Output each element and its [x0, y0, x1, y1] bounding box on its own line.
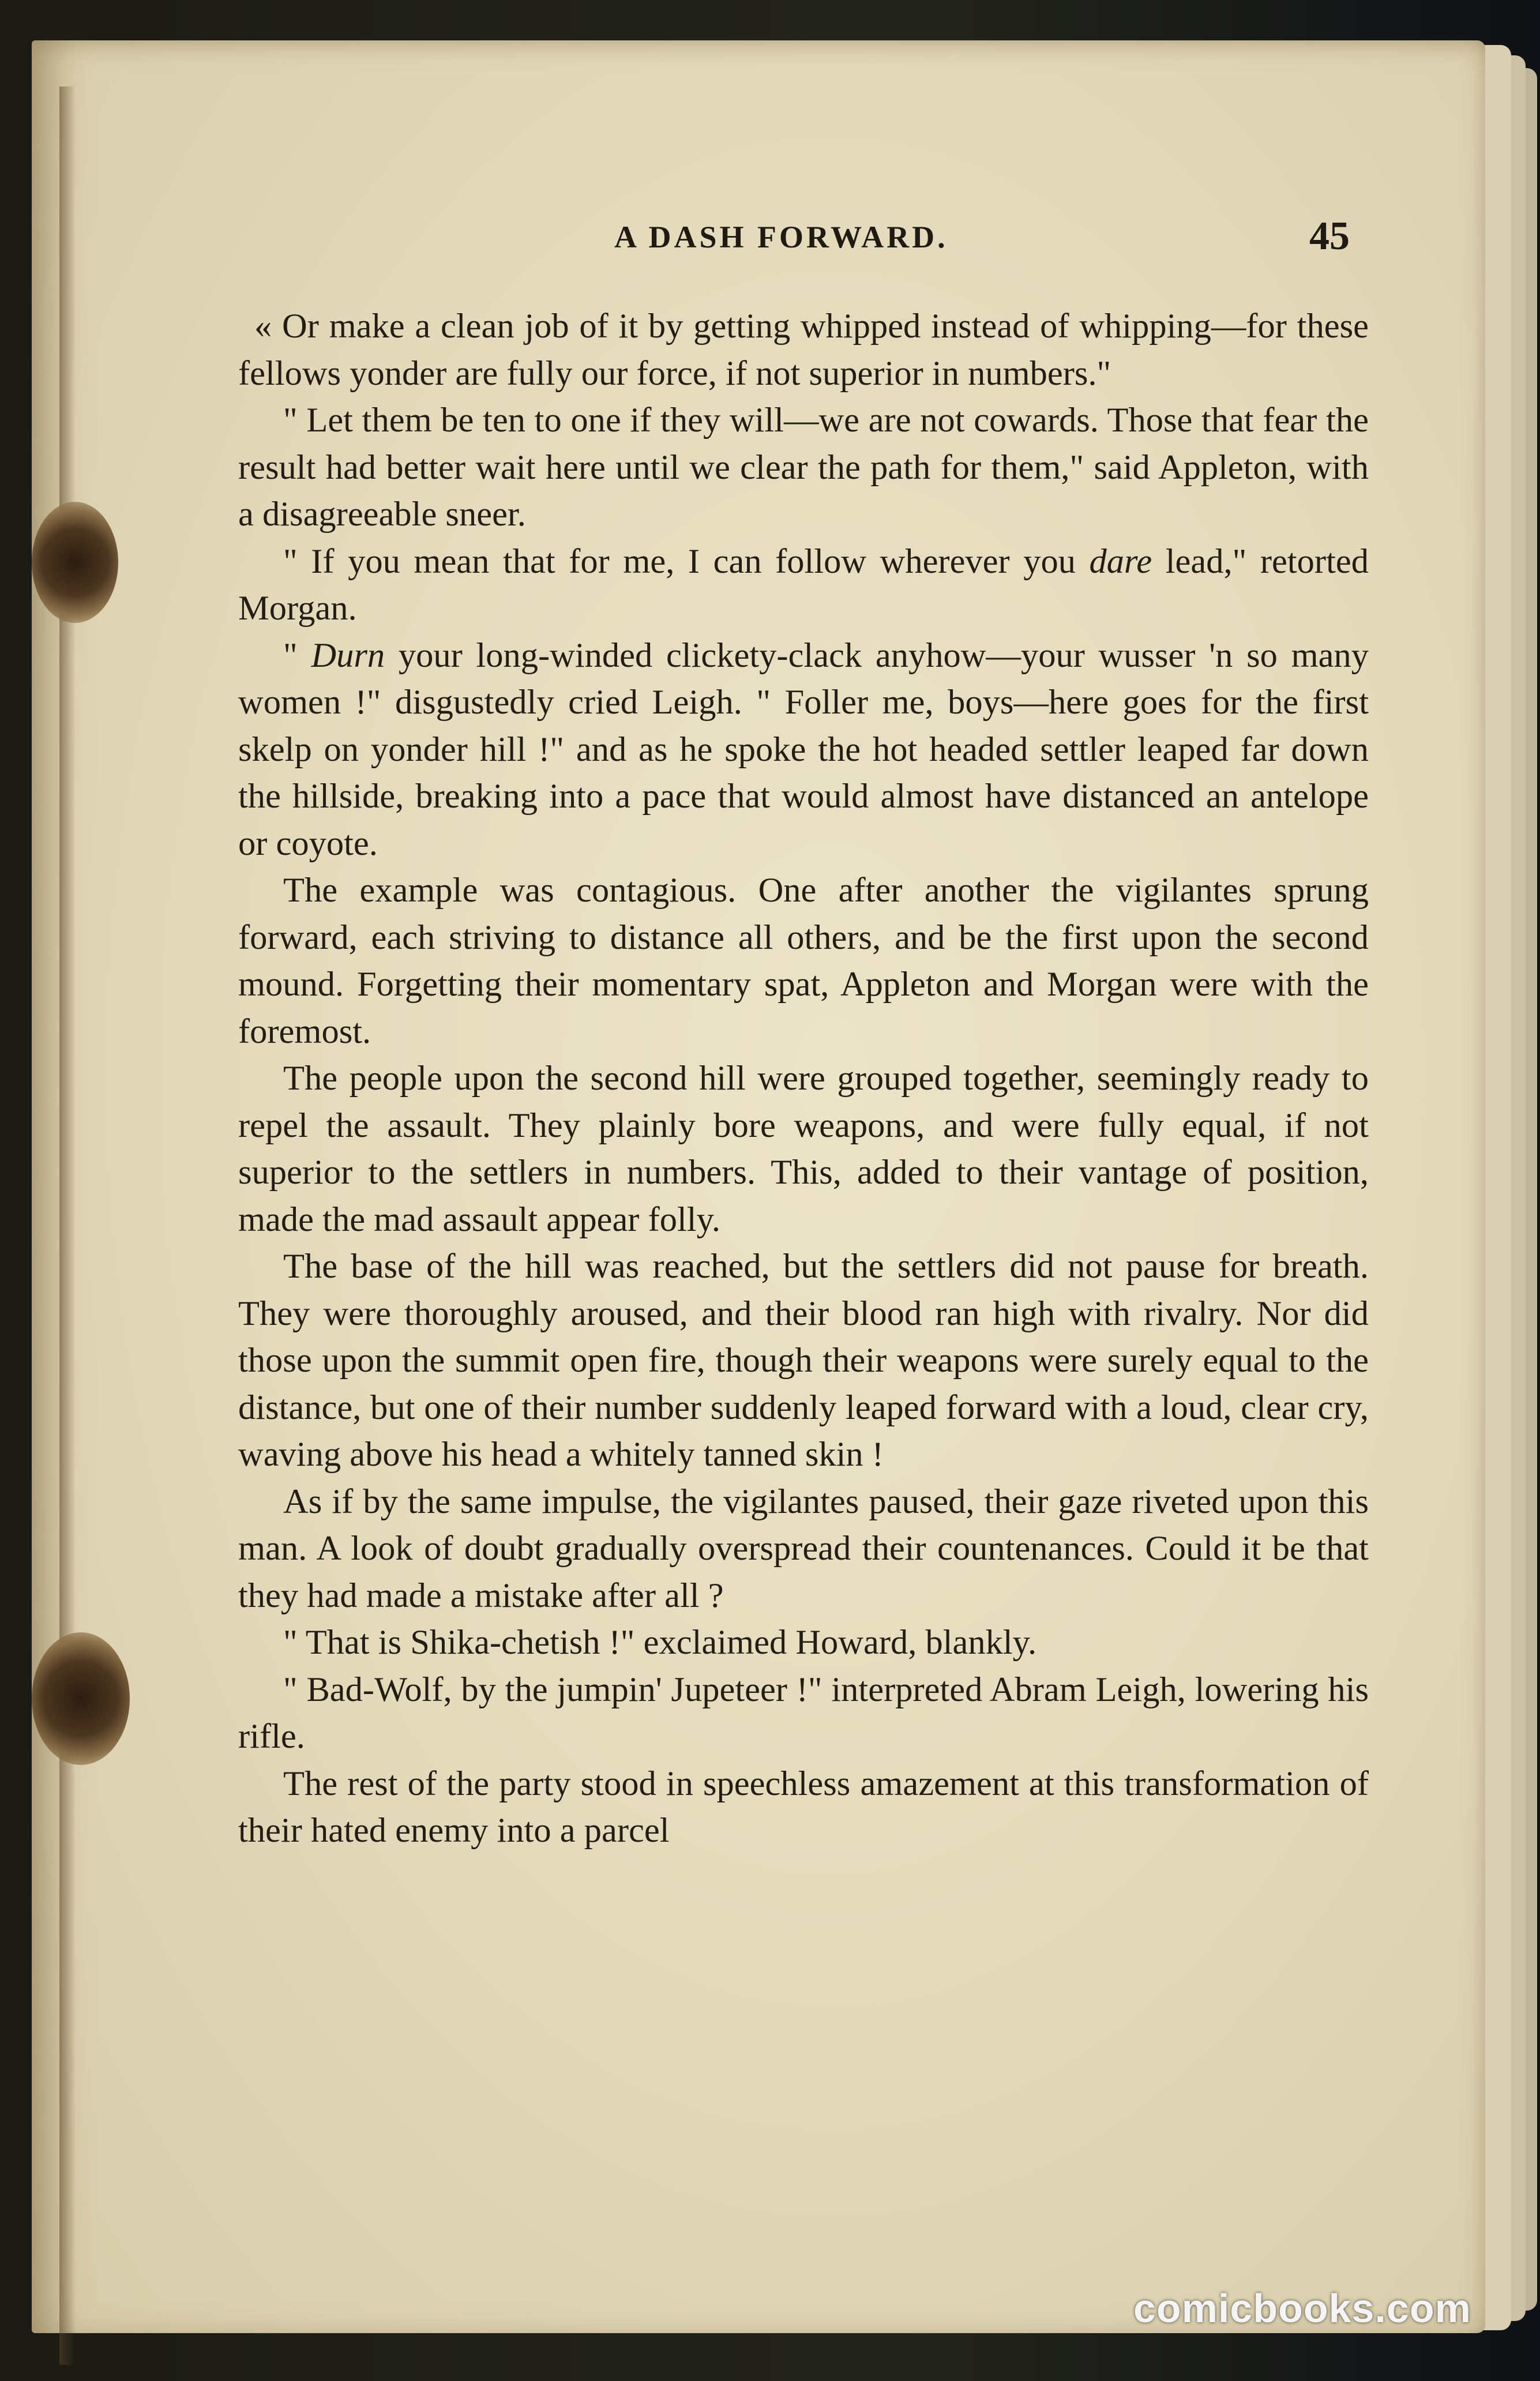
text-run: " If you mean that for me, I can follow wherever you	[283, 542, 1090, 581]
text-run: " That is Shika-chetish !" exclaimed Howard, blankly.	[283, 1623, 1037, 1662]
paragraph	[238, 397, 1369, 538]
paragraph	[238, 632, 1369, 867]
text-run: The rest of the party stood in speechless amazement at this transformation of their hated enemy into a parcel	[238, 1764, 1369, 1850]
text-run: lead," retorted Morgan.	[238, 542, 1369, 628]
text-run: " Let them be ten to one if they will—we are not cowards. Those that fear the result had better wait here until we clear the path for them," said Appleton, with a disagreeable sneer.	[238, 401, 1369, 534]
page-header	[32, 213, 1485, 260]
text-run: « Or make a clean job of it by getting whipped instead of whipping—for these fellows yonder are fully our force, if not superior in numbers."	[238, 307, 1369, 393]
italic-text: dare	[1089, 542, 1152, 581]
book-page	[32, 40, 1485, 2333]
page-gutter	[59, 87, 76, 2365]
paragraph	[238, 1619, 1369, 1666]
binding-hole	[32, 502, 118, 623]
body-text	[238, 303, 1369, 1854]
text-run: "	[283, 636, 311, 675]
paragraph	[238, 538, 1369, 632]
running-title: A DASH FORWARD.	[614, 220, 948, 254]
text-run: The people upon the second hill were grouped together, seemingly ready to repel the assault. They plainly bore weapons, and were fully equal, if not superior to the settlers in numbers. This, added to their vantage of position, made the mad assault appear folly.	[238, 1059, 1369, 1239]
italic-text: Durn	[311, 636, 385, 675]
paragraph	[238, 1666, 1369, 1760]
paragraph	[238, 867, 1369, 1055]
text-run: As if by the same impulse, the vigilantes paused, their gaze riveted upon this man. A look of doubt gradually overspread their countenances. Could it be that they had made a mistake after all ?	[238, 1482, 1369, 1615]
text-run: " Bad-Wolf, by the jumpin' Jupeteer !" interpreted Abram Leigh, lowering his rifle.	[238, 1670, 1369, 1756]
paragraph	[238, 1760, 1369, 1854]
watermark-text: comicbooks.com	[1133, 2286, 1471, 2331]
text-run: The example was contagious. One after another the vigilantes sprung forward, each striving to distance all others, and be the first upon the second mound. Forgetting their momentary spat, Appleton and Morgan were with the foremost.	[238, 871, 1369, 1051]
paragraph	[238, 1478, 1369, 1620]
paragraph	[238, 1243, 1369, 1478]
text-run: The base of the hill was reached, but the settlers did not pause for breath. They were thoroughly aroused, and their blood ran high with rivalry. Nor did those upon the summit open fire, though their weapons were surely equal to the distance, but one of their number suddenly leaped forward with a loud, clear cry, waving above his head a whitely tanned skin !	[238, 1247, 1369, 1474]
page-number: 45	[1309, 214, 1350, 258]
paragraph	[238, 1055, 1369, 1243]
text-run: your long-winded clickety-clack anyhow—your wusser 'n so many women !" disgustedly cried Leigh. " Foller me, boys—here goes for the first skelp on yonder hill !" and as he spoke the hot headed settler leaped far down the hillside, breaking into a pace that would almost have distanced an antelope or coyote.	[238, 636, 1369, 863]
binding-hole	[32, 1632, 130, 1765]
paragraph	[238, 303, 1369, 397]
